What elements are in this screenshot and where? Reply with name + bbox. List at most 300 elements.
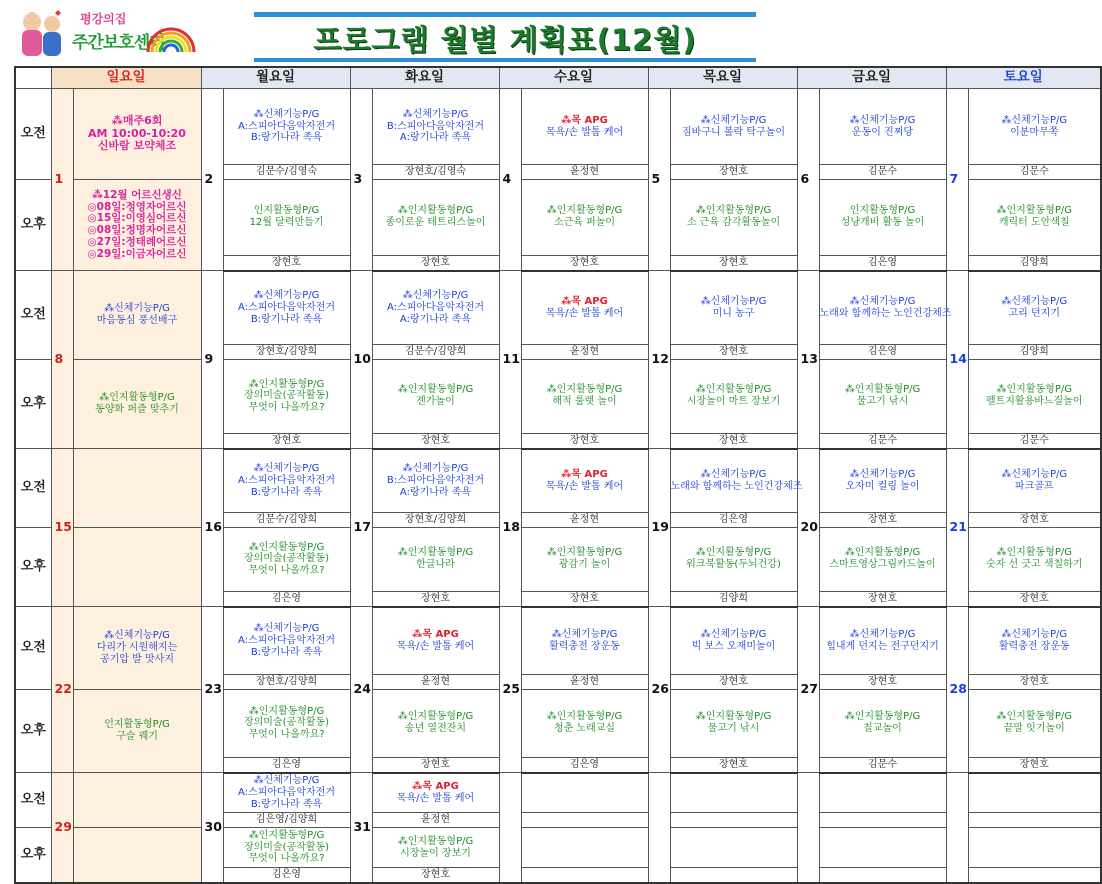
program-type: ⁂신체기능P/G [849,468,916,480]
pm-program-cell [819,360,946,434]
pm-program-cell [670,180,797,256]
pm-staff [521,868,648,884]
program-type: ⁂인지활동형P/G [546,547,623,559]
date-day: 4 [499,89,521,271]
monthly-schedule-table [14,66,1102,884]
program-type: ⁂신체기능P/G [402,108,469,120]
program-type: ⁂인지활동형P/G [397,547,474,559]
pm-staff: 김양희 [670,591,797,607]
program-type: ⁂인지활동형P/G [546,711,623,723]
pm-staff: 장현호 [521,255,648,271]
pm-program-cell [372,528,499,592]
header-corner [15,67,51,89]
sunday-pm-line: 동양화 퍼즐 맞추기 [95,404,179,415]
program-type: ⁂목 APG [412,780,459,792]
pm-program-cell [372,360,499,434]
date-day: 31 [350,773,372,884]
date-sunday: 29 [51,773,73,884]
am-staff [521,813,648,828]
am-label: 오전 [15,271,51,360]
pm-program-cell [521,690,648,758]
week-2-am-row [15,449,1101,513]
am-label: 오전 [15,449,51,528]
am-staff: 김문수/김영숙 [223,165,350,180]
program-name: 스마트영상그림카드놀이 [829,559,936,571]
am-program-cell [819,607,946,675]
pm-staff: 장현호 [223,433,350,449]
am-program-cell [819,271,952,345]
am-program-cell [372,89,499,165]
pm-staff: 장현호 [521,433,648,449]
pm-program-cell [521,360,648,434]
program-name: 시장놀이 장보기 [400,847,471,859]
sunday-am-cell [73,773,201,828]
sunday-pm-line: ◎08일:정명자어르신 [87,224,187,236]
pm-program-cell [819,180,946,256]
date-sunday: 1 [51,89,73,271]
program-name: 파크골프 [1014,480,1054,492]
weekday-header-5: 금요일 [797,67,946,89]
sunday-am-cell [73,607,201,690]
program-type: ⁂인지활동형P/G [397,205,474,217]
date-day: 28 [946,607,968,773]
program-type: ⁂신체기능P/G [1001,114,1068,126]
program-type: ⁂신체기능P/G [700,295,767,307]
date-day: 20 [797,449,819,607]
week-1-pm-row [15,360,1101,434]
program-name: 해적 룰렛 놀이 [552,396,617,408]
sunday-am-line: 공기압 발 맛사지 [100,653,174,665]
week-3-pm-row [15,690,1101,758]
pm-program-cell [670,690,797,758]
am-program-cell [968,89,1101,165]
date-sunday: 22 [51,607,73,773]
date-day: 25 [499,607,521,773]
weekday-header-1: 월요일 [201,67,350,89]
am-program-cell [670,271,797,345]
date-day: 7 [946,89,968,271]
elderly-couple-icon [14,8,70,62]
program-type: ⁂신체기능P/G [253,290,320,302]
date-day: 19 [648,449,670,607]
pm-program-cell [968,828,1101,868]
pm-staff: 장현호 [968,757,1101,773]
pm-label: 오후 [15,360,51,449]
date-day: 23 [201,607,223,773]
am-program-cell [968,271,1101,345]
pm-program-cell [968,360,1101,434]
am-staff: 김문수/김양희 [372,345,499,360]
program-type: ⁂목 APG [412,628,459,640]
program-name: 운동이 진찌당 [851,126,914,138]
program-type: ⁂인지활동형P/G [546,205,623,217]
sunday-am-line: AM 10:00-10:20 [88,126,186,140]
am-staff: 윤정현 [521,165,648,180]
program-name: 시장놀이 마트 장보기 [686,396,781,408]
program-name: 장의미술(공작활동) [243,717,330,729]
program-name: 목욕/손 발톱 케어 [545,126,624,138]
am-label: 오전 [15,773,51,828]
program-name: 무엇이 나올까요? [248,565,325,577]
sunday-pm-line: ◎27일:정태례어르신 [87,235,187,248]
week-1-am-row [15,271,1101,345]
pm-program-cell [819,528,946,592]
pm-label: 오후 [15,180,51,271]
pm-staff [670,868,797,884]
sunday-pm-line: ◎15일:이영심어르신 [87,212,187,225]
program-type: ⁂인지활동형P/G [996,711,1072,723]
program-type: ⁂신체기능P/G [849,628,916,640]
program-type: ⁂목 APG [561,114,608,126]
am-staff: 윤정현 [521,513,648,528]
am-program-cell [968,449,1101,513]
program-type: ⁂인지활동형P/G [248,378,325,390]
sunday-pm-cell [73,828,201,884]
pm-program-cell [372,180,499,256]
pm-staff [968,868,1101,884]
sunday-pm-line: ◎29일:이금자어르신 [87,247,187,260]
am-program-cell [372,607,499,675]
program-name: A:스피아다음악자전거 [238,120,335,132]
am-staff: 장현호/김양희 [372,513,499,528]
am-staff: 장현호 [670,675,797,690]
date-day: 14 [946,271,968,449]
weekday-header-0: 일요일 [51,67,201,89]
program-name: B:랑기나라 족욕 [250,646,323,658]
program-name: A:스피아다음악자전거 [238,786,335,798]
am-staff: 김은영 [819,345,946,360]
am-staff: 장현호 [968,675,1101,690]
pm-staff: 장현호 [670,255,797,271]
program-name: 젠가놀이 [416,396,455,408]
date-day: 18 [499,449,521,607]
program-name: 무엇이 나올까요? [248,729,325,741]
program-name: 청춘 노래교실 [553,723,616,735]
pm-staff: 김은영 [223,591,350,607]
program-type: ⁂목 APG [561,295,608,307]
title-bar-top [254,12,756,17]
am-program-cell [521,449,648,513]
am-staff: 장현호 [819,513,946,528]
pm-staff: 김문수 [968,433,1101,449]
pm-staff: 장현호 [372,255,499,271]
sunday-am-line: 다리가 시원해지는 [96,642,178,654]
date-day: 12 [648,271,670,449]
pm-program-cell [223,360,350,434]
sunday-pm-cell [73,180,201,271]
pm-staff: 장현호 [372,591,499,607]
program-type: ⁂신체기능P/G [1001,468,1068,480]
sunday-am-line: ⁂매주6회 [111,114,163,128]
program-type: ⁂인지활동형P/G [695,547,772,559]
program-name: B:랑기나라 족욕 [250,313,323,325]
sunday-am-cell [73,89,201,180]
pm-program-cell [223,828,350,868]
am-program-cell [223,271,350,345]
pm-program-cell [372,828,499,868]
date-day: 5 [648,89,670,271]
program-type: ⁂목 APG [561,468,608,480]
date-day: 3 [350,89,372,271]
title-bar-bottom [254,58,756,62]
date-sunday: 8 [51,271,73,449]
program-type: ⁂신체기능P/G [253,623,320,635]
program-name: 빅 보스 오재미놀이 [691,640,776,652]
sunday-pm-line: 인지활동형P/G [104,719,170,731]
program-name: A:스피아다음악자전거 [387,301,484,313]
pm-label: 오후 [15,828,51,884]
pm-program-cell [223,690,350,758]
program-name: 물고기 낚시 [707,723,760,735]
week-4-pm-row [15,828,1101,868]
am-staff: 김은영 [670,513,797,528]
am-program-cell [819,449,946,513]
pm-staff: 장현호 [968,591,1101,607]
date-day: 13 [797,271,819,449]
program-name: 이분마무쪽 [1010,126,1059,138]
pm-program-cell [670,828,797,868]
date-day [499,773,521,884]
pm-program-cell [968,690,1101,758]
pm-program-cell [223,180,350,256]
am-program-cell [521,271,648,345]
program-type: ⁂신체기능P/G [402,463,469,475]
date-day: 21 [946,449,968,607]
weekday-header-3: 수요일 [499,67,648,89]
pm-program-cell [819,690,946,758]
program-name: 소근육 퍼놀이 [553,217,616,229]
pm-staff: 장현호 [819,591,946,607]
pm-staff: 김은영 [521,757,648,773]
program-name: B:랑기나라 족욕 [250,798,323,810]
am-staff [670,813,797,828]
program-name: A:스피아다음악자전거 [238,474,335,486]
program-name: 장의미술(공작활동) [243,553,330,565]
pm-program-cell [968,180,1101,256]
sunday-pm-line: 구슬 꿰기 [116,731,158,742]
date-day: 10 [350,271,372,449]
program-name: 노래와 함께하는 노인건강체조 [670,480,803,492]
date-day: 26 [648,607,670,773]
program-name: A:스피아다음악자전거 [238,301,335,313]
am-staff: 장현호/김양희 [223,345,350,360]
sunday-pm-line: ⁂인지활동형P/G [99,392,175,404]
sunday-pm-line: ◎08일:정영자어르신 [87,200,187,213]
program-type: 인지활동형P/G [849,205,916,217]
program-type: ⁂신체기능P/G [1001,295,1068,307]
program-name: 목욕/손 발톱 케어 [396,640,475,652]
program-name: 광감기 놀이 [558,559,611,571]
program-name: 목욕/손 발톱 케어 [545,480,624,492]
program-type: ⁂인지활동형P/G [996,384,1072,396]
program-type: ⁂인지활동형P/G [248,541,325,553]
pm-program-cell [968,528,1101,592]
am-staff: 김양희 [968,345,1101,360]
program-name: 장의미술(공작활동) [243,390,330,402]
program-name: 워크북활동(두뇌건강) [686,559,781,571]
pm-staff: 김은영 [819,255,946,271]
am-staff: 윤정현 [521,345,648,360]
week-4-am-row [15,773,1101,813]
program-name: 고리 던지기 [1008,307,1060,319]
program-type: ⁂인지활동형P/G [996,547,1072,559]
am-label: 오전 [15,89,51,180]
pm-staff: 장현호 [670,757,797,773]
am-staff [968,813,1101,828]
pm-program-cell [670,528,797,592]
pm-staff: 김문수 [819,757,946,773]
program-type: ⁂인지활동형P/G [844,547,921,559]
am-program-cell [819,773,946,813]
am-program-cell [372,773,499,813]
date-day: 17 [350,449,372,607]
program-type: ⁂신체기능P/G [1001,628,1068,640]
pm-staff: 장현호 [372,868,499,884]
program-name: 활력충전 장운동 [549,640,620,652]
program-type: ⁂신체기능P/G [253,108,320,120]
date-day: 9 [201,271,223,449]
program-type: ⁂신체기능P/G [849,295,916,307]
program-name: 12월 달력만들기 [249,217,324,229]
program-name: 노래와 함께하는 노인건강체조 [819,307,952,319]
pm-program-cell [521,528,648,592]
program-name: 송년 열전잔치 [404,723,467,735]
week-0-am-row [15,89,1101,165]
program-type: ⁂인지활동형P/G [844,711,921,723]
sunday-am-line: 신바람 보약체조 [97,139,177,153]
pm-program-cell [819,828,946,868]
sunday-pm-cell [73,360,201,449]
pm-program-cell [521,828,648,868]
logo-line-1: 평강의집 [80,12,127,26]
program-name: A:랑기나라 족욕 [399,132,472,144]
pm-staff: 장현호 [670,433,797,449]
am-program-cell [521,607,648,675]
program-name: 힘내게 던지는 전구던지기 [826,640,939,652]
program-type: ⁂인지활동형P/G [397,711,474,723]
program-name: 목욕/손 발톱 케어 [396,792,475,804]
am-program-cell [670,607,797,675]
program-type: ⁂신체기능P/G [849,114,916,126]
am-staff [819,813,946,828]
pm-program-cell [521,180,648,256]
rainbow-icon [146,18,196,52]
sunday-pm-line: ⁂12월 어르신생신 [92,188,182,201]
date-day: 16 [201,449,223,607]
pm-program-cell [670,360,797,434]
am-program-cell [521,89,648,165]
am-program-cell [372,271,499,345]
am-staff: 장현호 [670,345,797,360]
am-program-cell [223,449,350,513]
program-name: 종이로운 테트리스놀이 [385,217,486,229]
program-type: ⁂인지활동형P/G [996,205,1072,217]
am-staff: 김은영/김양희 [223,813,350,828]
date-day: 11 [499,271,521,449]
program-name: 성냥개비 활동 놀이 [840,217,925,229]
program-name: 숫자 선 긋고 색칠하기 [986,559,1083,571]
program-type: ⁂인지활동형P/G [695,205,772,217]
program-name: B:랑기나라 족욕 [250,486,323,498]
am-staff: 장현호 [968,513,1101,528]
sunday-am-line: ⁂신체기능P/G [104,303,170,315]
program-type: ⁂인지활동형P/G [397,835,474,847]
program-name: 한글나라 [416,559,455,571]
sunday-am-line: ⁂신체기능P/G [104,630,170,642]
program-type: ⁂신체기능P/G [700,114,767,126]
program-type: ⁂신체기능P/G [253,775,320,787]
program-name: 미니 농구 [712,307,755,319]
date-day: 30 [201,773,223,884]
date-sunday: 15 [51,449,73,607]
program-type: ⁂신체기능P/G [253,463,320,475]
am-staff: 김문수 [968,165,1101,180]
am-program-cell [223,89,350,165]
pm-staff: 김은영 [223,757,350,773]
program-name: 활력충전 장운동 [998,640,1070,652]
date-day: 27 [797,607,819,773]
program-name: 무엇이 나올까요? [248,853,325,865]
program-type: ⁂신체기능P/G [402,290,469,302]
program-type: ⁂인지활동형P/G [546,384,623,396]
am-staff: 윤정현 [521,675,648,690]
pm-staff: 장현호 [223,255,350,271]
program-name: 짐바구니 볼락 탁구놀이 [682,126,785,138]
date-day: 2 [201,89,223,271]
program-name: 칠교놀이 [863,723,902,735]
pm-label: 오후 [15,528,51,607]
weekday-header-2: 화요일 [350,67,499,89]
program-type: ⁂신체기능P/G [551,628,618,640]
program-type: ⁂인지활동형P/G [248,705,325,717]
week-2-pm-row [15,528,1101,592]
am-staff: 윤정현 [372,813,499,828]
pm-label: 오후 [15,690,51,773]
program-name: 오자미 컬링 놀이 [845,480,920,492]
am-staff: 장현호/김영숙 [372,165,499,180]
program-name: 펠트지활용바느질놀이 [985,396,1083,408]
program-type: ⁂신체기능P/G [700,628,767,640]
am-program-cell [670,449,803,513]
program-type: ⁂인지활동형P/G [695,711,772,723]
program-name: A:랑기나라 족욕 [399,486,472,498]
sunday-pm-cell [73,528,201,607]
logo-line-2: 주간보호센터 [72,33,165,53]
date-day [648,773,670,884]
pm-staff: 장현호 [521,591,648,607]
am-staff: 장현호/김양희 [223,675,350,690]
date-day: 24 [350,607,372,773]
pm-staff: 김은영 [223,868,350,884]
program-type: ⁂인지활동형P/G [248,829,325,841]
date-day [946,773,968,884]
program-name: B:스피아다음악자전거 [386,474,485,486]
weekday-header-row [15,67,1101,89]
program-type: 인지활동형P/G [253,205,320,217]
program-name: 장의미술(공작활동) [243,841,330,853]
am-program-cell [372,449,499,513]
weekday-header-4: 목요일 [648,67,797,89]
am-label: 오전 [15,607,51,690]
am-program-cell [968,607,1101,675]
am-staff: 윤정현 [372,675,499,690]
pm-staff: 김문수 [819,433,946,449]
program-name: B:랑기나라 족욕 [250,132,323,144]
sunday-pm-cell [73,690,201,773]
pm-staff: 김양희 [968,255,1101,271]
am-staff: 김문수/김양희 [223,513,350,528]
program-type: ⁂인지활동형P/G [397,384,474,396]
